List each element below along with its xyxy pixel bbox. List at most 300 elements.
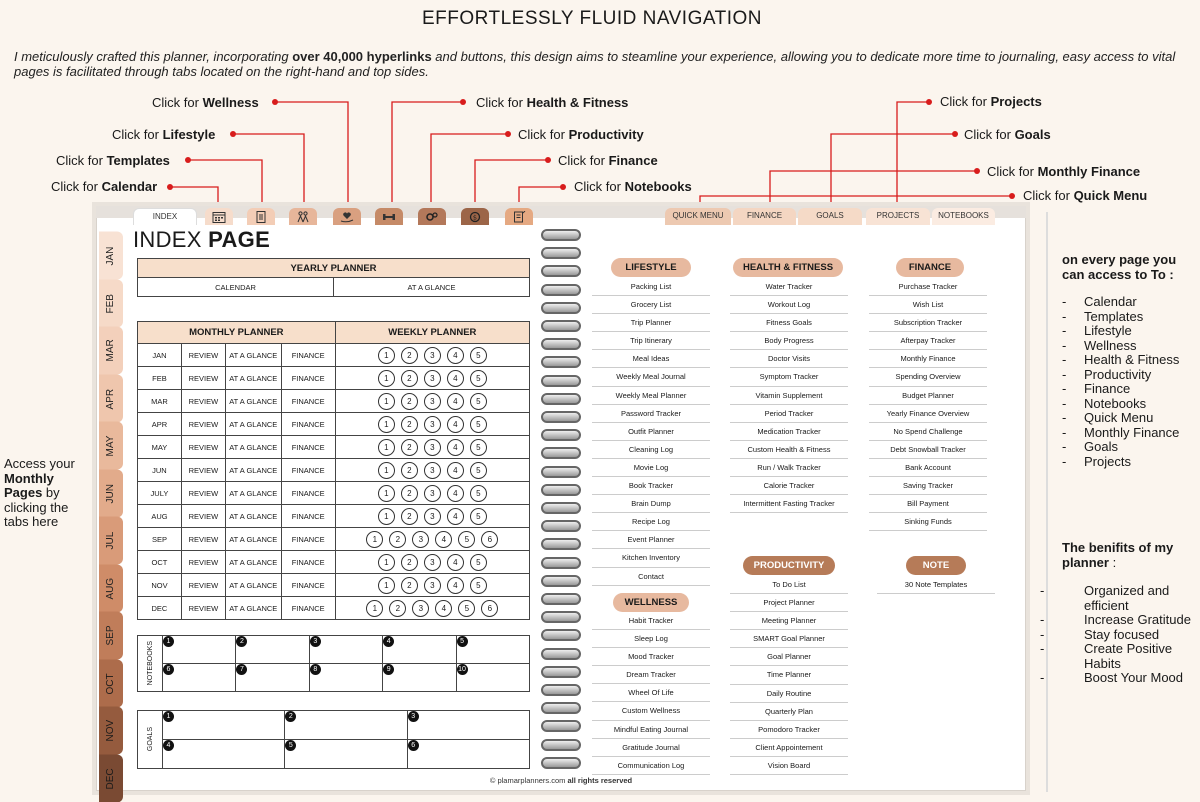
health-link[interactable]: Period Tracker <box>730 405 848 423</box>
productivity-link[interactable]: Time Planner <box>730 666 848 684</box>
section-note-header[interactable]: NOTE <box>906 556 966 575</box>
finance-list <box>869 278 987 531</box>
week-button[interactable]: 1 <box>378 577 395 594</box>
week-button[interactable]: 2 <box>389 600 406 617</box>
month-link[interactable]: FEB <box>138 367 182 390</box>
at-a-glance-link[interactable]: AT A GLANCE <box>225 367 281 390</box>
lifestyle-link[interactable]: Brain Dump <box>592 495 710 513</box>
week-buttons <box>335 574 529 597</box>
benefits-list <box>1062 584 1200 686</box>
finance-link[interactable]: Bill Payment <box>869 495 987 513</box>
notebook-slot[interactable]: 1 <box>163 636 236 664</box>
week-button[interactable]: 1 <box>366 531 383 548</box>
finance-link[interactable]: FINANCE <box>281 574 335 597</box>
health-list <box>730 278 848 513</box>
productivity-list <box>730 576 848 775</box>
wellness-link[interactable]: Dream Tracker <box>592 666 710 684</box>
productivity-link[interactable]: Vision Board <box>730 757 848 775</box>
finance-link[interactable]: Budget Planner <box>869 387 987 405</box>
month-tabs <box>99 232 124 802</box>
week-button[interactable]: 4 <box>447 554 464 571</box>
section-wellness-header[interactable]: WELLNESS <box>613 593 689 612</box>
health-link[interactable]: Fitness Goals <box>730 314 848 332</box>
week-button[interactable]: 5 <box>470 393 487 410</box>
spiral-ring <box>541 757 581 769</box>
spiral-ring <box>541 666 581 678</box>
week-button[interactable]: 2 <box>401 554 418 571</box>
week-button[interactable]: 1 <box>378 462 395 479</box>
lifestyle-link[interactable]: Cleaning Log <box>592 441 710 459</box>
review-link[interactable]: REVIEW <box>181 344 225 367</box>
week-button[interactable]: 1 <box>378 554 395 571</box>
week-button[interactable]: 1 <box>378 393 395 410</box>
finance-link[interactable]: Afterpay Tracker <box>869 332 987 350</box>
at-a-glance-link[interactable]: AT A GLANCE <box>225 551 281 574</box>
week-button[interactable]: 3 <box>412 531 429 548</box>
lifestyle-link[interactable]: Packing List <box>592 278 710 296</box>
week-button[interactable]: 4 <box>435 600 452 617</box>
health-link[interactable]: Calorie Tracker <box>730 477 848 495</box>
week-button[interactable]: 4 <box>447 416 464 433</box>
month-tab-mar[interactable]: MAR <box>99 327 123 375</box>
week-button[interactable]: 4 <box>447 393 464 410</box>
week-button[interactable]: 1 <box>378 508 395 525</box>
week-button[interactable]: 4 <box>447 370 464 387</box>
tab-wellness[interactable] <box>333 208 361 225</box>
spiral-ring <box>541 320 581 332</box>
spiral-ring <box>541 575 581 587</box>
review-link[interactable]: REVIEW <box>181 390 225 413</box>
week-button[interactable]: 5 <box>470 370 487 387</box>
week-button[interactable]: 2 <box>401 347 418 364</box>
finance-link[interactable]: FINANCE <box>281 413 335 436</box>
finance-link[interactable]: Monthly Finance <box>869 350 987 368</box>
month-link[interactable]: NOV <box>138 574 182 597</box>
week-button[interactable]: 4 <box>447 508 464 525</box>
week-button[interactable]: 2 <box>401 508 418 525</box>
week-button[interactable]: 3 <box>424 393 441 410</box>
lifestyle-link[interactable]: Grocery List <box>592 296 710 314</box>
finance-link[interactable]: FINANCE <box>281 597 335 620</box>
section-lifestyle-header[interactable]: LIFESTYLE <box>611 258 691 277</box>
monthly-planner-header: MONTHLY PLANNER <box>138 322 336 344</box>
week-button[interactable]: 5 <box>470 347 487 364</box>
tab-notebooks-right[interactable]: NOTEBOOKS <box>932 208 995 225</box>
finance-link[interactable]: FINANCE <box>281 367 335 390</box>
at-a-glance-link[interactable]: AT A GLANCE <box>225 390 281 413</box>
notebook-slot[interactable]: 6 <box>163 664 236 692</box>
lifestyle-link[interactable]: Meal Ideas <box>592 350 710 368</box>
spiral-ring <box>541 629 581 641</box>
month-link[interactable]: OCT <box>138 551 182 574</box>
finance-link[interactable]: Debt Snowball Tracker <box>869 441 987 459</box>
heart-hand-icon <box>340 215 354 226</box>
monthly-planner-table <box>137 321 530 620</box>
callout-finance: Click for Finance <box>558 153 658 168</box>
spiral-ring <box>541 538 581 550</box>
lifestyle-link[interactable]: Trip Itinerary <box>592 332 710 350</box>
at-a-glance-link[interactable]: AT A GLANCE <box>225 482 281 505</box>
finance-link[interactable]: Bank Account <box>869 459 987 477</box>
review-link[interactable]: REVIEW <box>181 551 225 574</box>
spiral-ring <box>541 611 581 623</box>
health-link[interactable]: Vitamin Supplement <box>730 387 848 405</box>
callout-productivity: Click for Productivity <box>518 127 644 142</box>
yearly-calendar-link[interactable]: CALENDAR <box>138 278 334 297</box>
month-link[interactable]: JUN <box>138 459 182 482</box>
lifestyle-link[interactable]: Contact <box>592 568 710 586</box>
week-button[interactable]: 2 <box>401 393 418 410</box>
month-tab-dec[interactable]: DEC <box>99 755 123 802</box>
lifestyle-link[interactable]: Weekly Meal Journal <box>592 368 710 386</box>
week-button[interactable]: 4 <box>447 462 464 479</box>
tab-quick-menu[interactable]: QUICK MENU <box>665 208 731 225</box>
spiral-ring <box>541 684 581 696</box>
right-divider <box>1046 212 1048 792</box>
week-button[interactable]: 3 <box>424 554 441 571</box>
access-item: - Templates <box>1062 310 1179 325</box>
wellness-link[interactable]: Habit Tracker <box>592 612 710 630</box>
goal-slot[interactable]: 5 <box>285 740 407 769</box>
week-button[interactable]: 2 <box>401 439 418 456</box>
health-link[interactable]: Doctor Visits <box>730 350 848 368</box>
wellness-link[interactable]: Communication Log <box>592 757 710 775</box>
week-button[interactable]: 5 <box>470 462 487 479</box>
month-tab-apr[interactable]: APR <box>99 375 123 423</box>
health-link[interactable]: Run / Walk Tracker <box>730 459 848 477</box>
access-item: - Health & Fitness <box>1062 353 1179 368</box>
goal-slot[interactable]: 1 <box>163 711 285 740</box>
review-link[interactable]: REVIEW <box>181 482 225 505</box>
spiral-ring <box>541 338 581 350</box>
section-productivity-header[interactable]: PRODUCTIVITY <box>743 556 835 575</box>
health-link[interactable]: Intermittent Fasting Tracker <box>730 495 848 513</box>
goals-table <box>137 710 530 769</box>
productivity-link[interactable]: Project Planner <box>730 594 848 612</box>
tab-health-fitness[interactable] <box>375 208 403 225</box>
week-button[interactable]: 3 <box>424 439 441 456</box>
weekly-planner-header: WEEKLY PLANNER <box>335 322 529 344</box>
week-buttons <box>335 459 529 482</box>
at-a-glance-link[interactable]: AT A GLANCE <box>225 413 281 436</box>
week-button[interactable]: 2 <box>401 416 418 433</box>
spiral-ring <box>541 284 581 296</box>
finance-link[interactable]: Sinking Funds <box>869 513 987 531</box>
spiral-ring <box>541 466 581 478</box>
week-button[interactable]: 4 <box>435 531 452 548</box>
week-buttons <box>335 505 529 528</box>
finance-link[interactable]: FINANCE <box>281 505 335 528</box>
week-button[interactable]: 1 <box>378 347 395 364</box>
week-button[interactable]: 5 <box>458 600 475 617</box>
notebook-slot[interactable]: 3 <box>309 636 382 664</box>
notebook-slot[interactable]: 9 <box>383 664 456 692</box>
finance-link[interactable]: FINANCE <box>281 551 335 574</box>
finance-link[interactable]: FINANCE <box>281 459 335 482</box>
finance-link[interactable]: FINANCE <box>281 482 335 505</box>
week-button[interactable]: 4 <box>447 347 464 364</box>
week-button[interactable]: 6 <box>481 600 498 617</box>
section-finance-header[interactable]: FINANCE <box>896 258 964 277</box>
svg-text:$: $ <box>473 214 477 222</box>
lifestyle-link[interactable]: Recipe Log <box>592 513 710 531</box>
week-buttons <box>335 528 529 551</box>
week-button[interactable]: 3 <box>424 370 441 387</box>
wellness-link[interactable]: Mood Tracker <box>592 648 710 666</box>
benefit-item: - Stay focused <box>1062 628 1200 643</box>
week-button[interactable]: 4 <box>447 485 464 502</box>
month-tab-sep[interactable]: SEP <box>99 612 123 660</box>
access-item: - Quick Menu <box>1062 411 1179 426</box>
productivity-link[interactable]: To Do List <box>730 576 848 594</box>
tab-calendar[interactable] <box>205 208 233 225</box>
lifestyle-link[interactable]: Trip Planner <box>592 314 710 332</box>
week-button[interactable]: 3 <box>412 600 429 617</box>
week-button[interactable]: 1 <box>366 600 383 617</box>
finance-link[interactable]: No Spend Challenge <box>869 423 987 441</box>
wellness-link[interactable]: Custom Wellness <box>592 702 710 720</box>
access-item: - Lifestyle <box>1062 324 1179 339</box>
at-a-glance-link[interactable]: AT A GLANCE <box>225 597 281 620</box>
week-button[interactable]: 2 <box>401 370 418 387</box>
tab-lifestyle[interactable] <box>289 208 317 225</box>
access-item: - Calendar <box>1062 295 1179 310</box>
week-button[interactable]: 2 <box>389 531 406 548</box>
week-button[interactable]: 6 <box>481 531 498 548</box>
callout-lifestyle: Click for Lifestyle <box>112 127 215 142</box>
week-button[interactable]: 3 <box>424 508 441 525</box>
month-link[interactable]: AUG <box>138 505 182 528</box>
productivity-link[interactable]: Quarterly Plan <box>730 703 848 721</box>
week-button[interactable]: 5 <box>470 485 487 502</box>
spiral-ring <box>541 247 581 259</box>
spiral-ring <box>541 648 581 660</box>
tab-projects[interactable]: PROJECTS <box>866 208 930 225</box>
health-link[interactable]: Medication Tracker <box>730 423 848 441</box>
tab-notebooks[interactable] <box>505 208 533 225</box>
week-button[interactable]: 2 <box>401 485 418 502</box>
notebook-slot[interactable]: 2 <box>236 636 309 664</box>
finance-link[interactable]: Saving Tracker <box>869 477 987 495</box>
review-link[interactable]: REVIEW <box>181 505 225 528</box>
gears-icon <box>425 215 439 226</box>
week-button[interactable]: 3 <box>424 347 441 364</box>
finance-link[interactable]: Spending Overview <box>869 368 987 386</box>
week-button[interactable]: 2 <box>401 462 418 479</box>
review-link[interactable]: REVIEW <box>181 574 225 597</box>
lifestyle-link[interactable]: Movie Log <box>592 459 710 477</box>
finance-link[interactable]: FINANCE <box>281 528 335 551</box>
tab-productivity[interactable] <box>418 208 446 225</box>
week-buttons <box>335 390 529 413</box>
week-buttons <box>335 482 529 505</box>
week-button[interactable]: 5 <box>470 554 487 571</box>
month-link[interactable]: MAR <box>138 390 182 413</box>
access-item: - Finance <box>1062 382 1179 397</box>
benefit-item: - Create Positive Habits <box>1062 642 1200 671</box>
access-list <box>1062 295 1179 469</box>
week-button[interactable]: 1 <box>378 439 395 456</box>
tab-finance-right[interactable]: FINANCE <box>733 208 796 225</box>
month-link[interactable]: JULY <box>138 482 182 505</box>
week-button[interactable]: 4 <box>447 439 464 456</box>
week-button[interactable]: 2 <box>401 577 418 594</box>
week-button[interactable]: 3 <box>424 485 441 502</box>
month-tab-feb[interactable]: FEB <box>99 280 123 328</box>
week-button[interactable]: 4 <box>447 577 464 594</box>
footer: © plamarplanners.com all rights reserved <box>96 776 1026 785</box>
hero-title: EFFORTLESSLY FLUID NAVIGATION <box>0 8 1184 30</box>
month-tab-jul[interactable]: JUL <box>99 517 123 565</box>
at-a-glance-link[interactable]: AT A GLANCE <box>225 505 281 528</box>
review-link[interactable]: REVIEW <box>181 597 225 620</box>
access-item: - Monthly Finance <box>1062 426 1179 441</box>
goal-slot[interactable]: 6 <box>407 740 529 769</box>
notebooks-label: NOTEBOOKS <box>147 641 154 685</box>
at-a-glance-link[interactable]: AT A GLANCE <box>225 574 281 597</box>
lifestyle-link[interactable]: Kitchen Inventory <box>592 549 710 567</box>
finance-link[interactable]: FINANCE <box>281 344 335 367</box>
week-buttons <box>335 597 529 620</box>
at-a-glance-link[interactable]: AT A GLANCE <box>225 436 281 459</box>
lifestyle-link[interactable]: Event Planner <box>592 531 710 549</box>
spiral-ring <box>541 502 581 514</box>
tab-templates[interactable] <box>247 208 275 225</box>
finance-link[interactable]: Subscription Tracker <box>869 314 987 332</box>
month-tab-jun[interactable]: JUN <box>99 470 123 518</box>
callout-projects: Click for Projects <box>940 94 1042 109</box>
wellness-link[interactable]: Gratitude Journal <box>592 739 710 757</box>
lifestyle-link[interactable]: Password Tracker <box>592 405 710 423</box>
wellness-link[interactable]: Sleep Log <box>592 630 710 648</box>
week-button[interactable]: 5 <box>470 577 487 594</box>
section-health-header[interactable]: HEALTH & FITNESS <box>733 258 843 277</box>
finance-link[interactable]: FINANCE <box>281 390 335 413</box>
productivity-link[interactable]: Client Appointement <box>730 739 848 757</box>
at-a-glance-link[interactable]: AT A GLANCE <box>225 528 281 551</box>
health-link[interactable]: Water Tracker <box>730 278 848 296</box>
notebooks-table <box>137 635 530 692</box>
finance-link[interactable]: FINANCE <box>281 436 335 459</box>
week-button[interactable]: 1 <box>378 485 395 502</box>
month-link[interactable]: JAN <box>138 344 182 367</box>
monthly-tabs-note: Access your Monthly Pages by clicking the tabs here <box>4 457 75 530</box>
callout-wellness: Click for Wellness <box>152 95 259 110</box>
month-tab-jan[interactable]: JAN <box>99 232 123 280</box>
week-button[interactable]: 5 <box>458 531 475 548</box>
finance-link[interactable]: Yearly Finance Overview <box>869 405 987 423</box>
goals-label: GOALS <box>147 727 154 751</box>
finance-link[interactable]: Purchase Tracker <box>869 278 987 296</box>
finance-link[interactable]: Wish List <box>869 296 987 314</box>
review-link[interactable]: REVIEW <box>181 413 225 436</box>
month-tab-may[interactable]: MAY <box>99 422 123 470</box>
notebook-slot[interactable]: 4 <box>383 636 456 664</box>
goal-slot[interactable]: 4 <box>163 740 285 769</box>
spiral-ring <box>541 356 581 368</box>
week-button[interactable]: 1 <box>378 416 395 433</box>
at-a-glance-link[interactable]: AT A GLANCE <box>225 459 281 482</box>
yearly-at-a-glance-link[interactable]: AT A GLANCE <box>334 278 530 297</box>
tab-goals[interactable]: GOALS <box>798 208 862 225</box>
spiral-ring <box>541 593 581 605</box>
month-link[interactable]: SEP <box>138 528 182 551</box>
review-link[interactable]: REVIEW <box>181 528 225 551</box>
health-link[interactable]: Symptom Tracker <box>730 368 848 386</box>
access-item: - Notebooks <box>1062 397 1179 412</box>
week-button[interactable]: 3 <box>424 577 441 594</box>
notebook-slot[interactable]: 5 <box>456 636 529 664</box>
week-button[interactable]: 1 <box>378 370 395 387</box>
health-link[interactable]: Workout Log <box>730 296 848 314</box>
at-a-glance-link[interactable]: AT A GLANCE <box>225 344 281 367</box>
week-button[interactable]: 5 <box>470 439 487 456</box>
month-tab-nov[interactable]: NOV <box>99 707 123 755</box>
notebook-slot[interactable]: 8 <box>309 664 382 692</box>
note-link[interactable]: 30 Note Templates <box>877 576 995 594</box>
lifestyle-link[interactable]: Book Tracker <box>592 477 710 495</box>
goal-slot[interactable]: 3 <box>407 711 529 740</box>
spiral-ring <box>541 557 581 569</box>
wellness-link[interactable]: Mindful Eating Journal <box>592 721 710 739</box>
notebook-slot[interactable]: 7 <box>236 664 309 692</box>
health-link[interactable]: Body Progress <box>730 332 848 350</box>
spiral-ring <box>541 720 581 732</box>
productivity-link[interactable]: Meeting Planner <box>730 612 848 630</box>
access-item: - Productivity <box>1062 368 1179 383</box>
callout-goals: Click for Goals <box>964 127 1051 142</box>
month-link[interactable]: DEC <box>138 597 182 620</box>
week-buttons <box>335 367 529 390</box>
month-tab-oct[interactable]: OCT <box>99 660 123 708</box>
review-link[interactable]: REVIEW <box>181 436 225 459</box>
review-link[interactable]: REVIEW <box>181 367 225 390</box>
tab-index[interactable]: INDEX <box>133 208 197 225</box>
month-link[interactable]: APR <box>138 413 182 436</box>
productivity-link[interactable]: Goal Planner <box>730 648 848 666</box>
spiral-ring <box>541 375 581 387</box>
productivity-link[interactable]: Daily Routine <box>730 685 848 703</box>
week-buttons <box>335 436 529 459</box>
week-button[interactable]: 5 <box>470 416 487 433</box>
document-icon <box>254 215 268 226</box>
week-button[interactable]: 3 <box>424 416 441 433</box>
month-tab-aug[interactable]: AUG <box>99 565 123 613</box>
spiral-ring <box>541 302 581 314</box>
productivity-link[interactable]: Pomodoro Tracker <box>730 721 848 739</box>
note-list <box>877 576 995 594</box>
health-link[interactable]: Custom Health & Fitness <box>730 441 848 459</box>
callout-monthly-finance: Click for Monthly Finance <box>987 164 1140 179</box>
wellness-link[interactable]: Wheel Of Life <box>592 684 710 702</box>
spiral-ring <box>541 702 581 714</box>
week-button[interactable]: 5 <box>470 508 487 525</box>
access-item: - Projects <box>1062 455 1179 470</box>
month-link[interactable]: MAY <box>138 436 182 459</box>
goal-slot[interactable]: 2 <box>285 711 407 740</box>
yearly-planner-table <box>137 258 530 297</box>
spiral-ring <box>541 484 581 496</box>
notebook-slot[interactable]: 10 <box>456 664 529 692</box>
lifestyle-link[interactable]: Weekly Meal Planner <box>592 387 710 405</box>
calendar-icon <box>212 215 226 226</box>
week-button[interactable]: 3 <box>424 462 441 479</box>
access-item: - Wellness <box>1062 339 1179 354</box>
tab-finance[interactable] <box>461 208 489 225</box>
review-link[interactable]: REVIEW <box>181 459 225 482</box>
lifestyle-link[interactable]: Outfit Planner <box>592 423 710 441</box>
productivity-link[interactable]: SMART Goal Planner <box>730 630 848 648</box>
